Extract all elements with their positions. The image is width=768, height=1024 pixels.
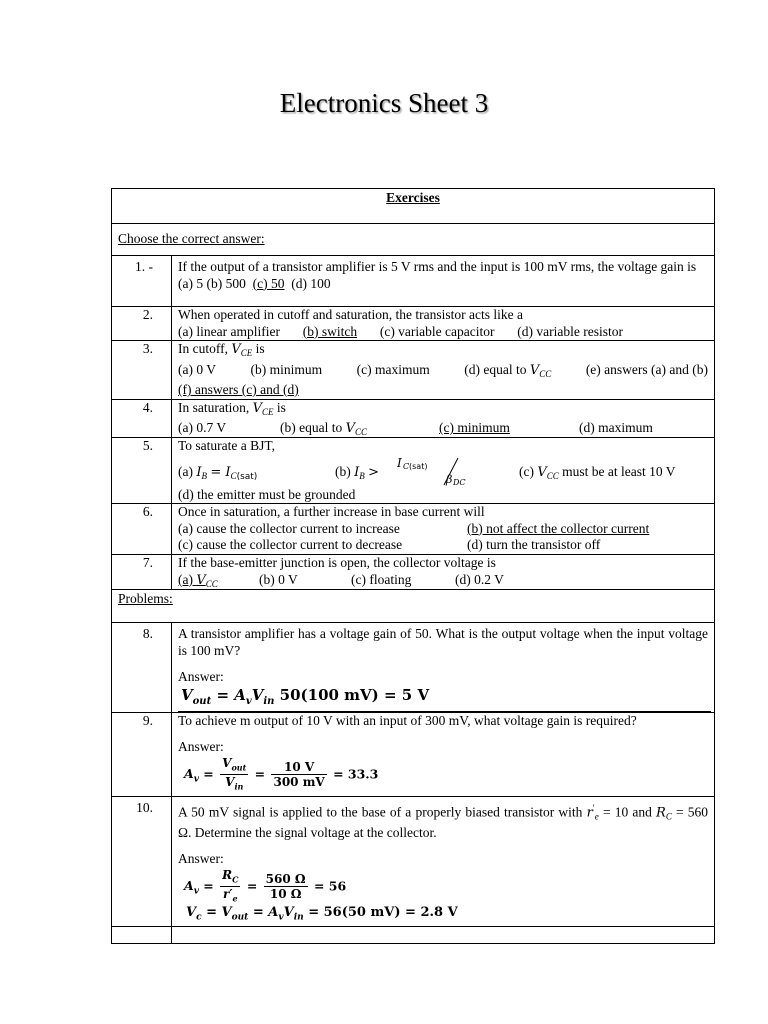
option-d: (d) the emitter must be grounded [178, 486, 356, 502]
option-c-correct: (c) 50 [252, 275, 285, 291]
answer-label: Answer: [178, 669, 224, 684]
option-a: (a) 0.7 V [178, 420, 227, 435]
problem-row [112, 623, 715, 713]
slash-fraction-icon [396, 455, 478, 487]
problems-heading-row [112, 590, 715, 623]
option-a: (a) linear amplifier [178, 323, 280, 339]
question-number: 4. [112, 399, 172, 438]
options [178, 521, 708, 554]
option-d: (d) turn the transistor off [467, 536, 601, 552]
options [178, 455, 708, 487]
question-row [112, 307, 715, 341]
option-c: (c) variable capacitor [379, 323, 495, 339]
option-c: (c) maximum [356, 361, 430, 377]
option-c-correct: (c) minimum [439, 420, 510, 435]
problem-row [112, 796, 715, 927]
option-b: (b) 0 V [259, 571, 298, 587]
empty-row [112, 927, 715, 944]
answer-formula: $A_v$ = $\frac{V_{out}}{V_{in}}$ = $\frac{10 V}{300 mV}$ = 33.3 [184, 755, 379, 792]
problems-heading: Problems: [118, 591, 173, 606]
question-row [112, 504, 715, 555]
choose-heading: Choose the correct answer: [118, 231, 265, 246]
question-text: If the output of a transistor amplifier is 5 V rms and the input is 100 mV rms, the voltage gain is [178, 259, 697, 274]
option-b: (b) equal to $V_{CC}$ [280, 420, 368, 437]
exercise-table [111, 188, 715, 944]
question-text: To saturate a BJT, [178, 438, 276, 453]
question-text: In saturation, $V_{CE}$ is [178, 399, 286, 417]
options [178, 420, 708, 437]
option-a: (a) 5 [178, 275, 204, 291]
options [178, 324, 708, 341]
option-a: (a) cause the collector current to increase [178, 520, 400, 536]
option-a: (a) 0 V [178, 361, 216, 377]
answer-label: Answer: [178, 851, 224, 866]
question-row [112, 438, 715, 504]
svg-text:I: I [397, 455, 402, 470]
option-b: (b) $I_B$ > [335, 463, 380, 481]
option-c: (c) cause the collector current to decrease [178, 536, 403, 552]
question-row [112, 555, 715, 590]
problem-text: A 50 mV signal is applied to the base of a properly biased transistor with $r'_e = 10$ and $R_C = 560$ Ω. Determine the signal voltage at the collector. [178, 802, 709, 840]
svg-text:DC: DC [453, 477, 466, 487]
question-number: 1. - [112, 256, 172, 307]
option-a: (a) $I_B = I_{C(sat)}$ [178, 463, 258, 482]
option-d: (d) 0.2 V [455, 571, 504, 587]
answer-formula-2: $V_c = V_{out} = A_vV_{in} = 56(50$ mV) = 2.8 V [186, 905, 458, 923]
question-number: 3. [112, 341, 172, 400]
option-a-correct: (a) $V_{CC}$ [178, 571, 218, 589]
options [178, 362, 708, 383]
option-c: (c) floating [351, 571, 412, 587]
answer-formula: $A_v$ = $\frac{R_C}{r'_e}$ = $\frac{560 \Omega}{10 \Omega}$ = 56 [184, 867, 347, 904]
svg-text:C: C [403, 461, 410, 471]
choose-heading-row [112, 224, 715, 256]
option-d: (d) 100 [291, 275, 331, 291]
problem-number: 9. [112, 712, 172, 796]
question-text: If the base-emitter junction is open, the collector voltage is [178, 555, 496, 570]
answer-formula: $V_{out} = A_vV_{in}$ 50(100 mV) = 5 V [178, 686, 711, 712]
question-text: In cutoff, $V_{CE}$ is [178, 341, 265, 358]
answer-label: Answer: [178, 739, 224, 754]
option-d: (d) maximum [579, 420, 653, 435]
question-text: Once in saturation, a further increase in base current will [178, 504, 485, 519]
question-number: 6. [112, 504, 172, 555]
option-e: (e) answers (a) and (b) [585, 361, 708, 377]
question-row [112, 256, 715, 307]
question-row [112, 341, 715, 400]
option-d: (d) variable resistor [517, 323, 623, 339]
svg-text:β: β [446, 472, 453, 486]
page-title: Electronics Sheet 3 [279, 88, 489, 118]
problem-text: A transistor amplifier has a voltage gain of 50. What is the output voltage when the input voltage is 100 mV? [178, 626, 708, 658]
option-b: (b) 500 [206, 275, 246, 291]
option-b-correct: (b) switch [302, 323, 358, 339]
question-row [112, 399, 715, 438]
problem-row [112, 712, 715, 796]
question-text: When operated in cutoff and saturation, the transistor acts like a [178, 307, 524, 322]
options [178, 572, 708, 589]
problem-number: 10. [112, 796, 172, 927]
question-number: 5. [112, 438, 172, 504]
option-b-correct: (b) not affect the collector current [467, 520, 650, 536]
exercises-heading: Exercises [386, 190, 440, 205]
svg-text:(sat): (sat) [409, 461, 428, 471]
options [178, 276, 708, 293]
option-b: (b) minimum [250, 361, 323, 377]
option-c: (c) $V_{CC}$ must be at least 10 V [519, 463, 676, 481]
exercises-heading-row [112, 189, 715, 224]
problem-number: 8. [112, 623, 172, 713]
problem-text: To achieve m output of 10 V with an input of 300 mV, what voltage gain is required? [178, 712, 637, 728]
option-f-correct: (f) answers (c) and (d) [178, 382, 299, 397]
question-number: 7. [112, 555, 172, 590]
question-number: 2. [112, 307, 172, 341]
option-d: (d) equal to $V_{CC}$ [464, 361, 552, 379]
